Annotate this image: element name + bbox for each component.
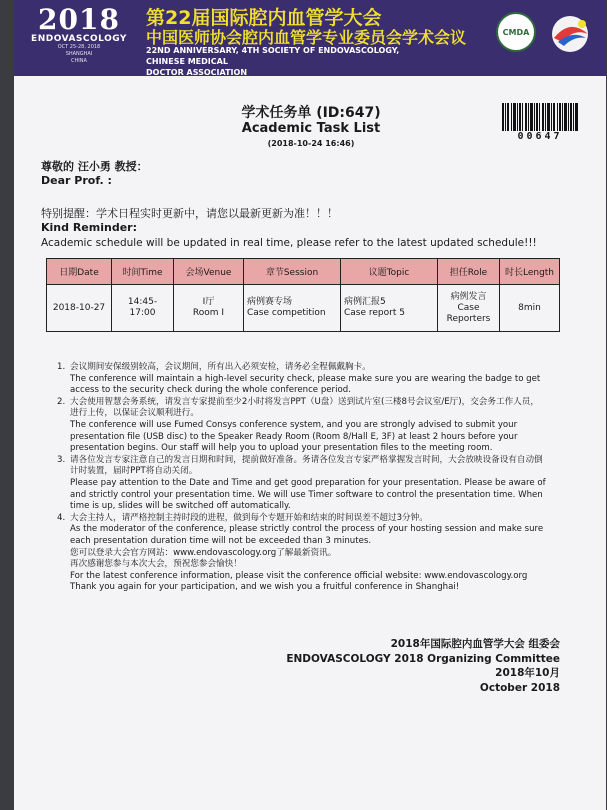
- table-header-cell: 担任Role: [438, 259, 500, 285]
- society-emblem-icon: [544, 12, 596, 56]
- note-item: 4. 大会主持人，请严格控制主持时段的进程，做到每个专题开始和结束的时间误差不超过3分钟。 As the moderator of the conference, please strictly control the process of your hosting session and make sure each presentation duration time will not be exceeded than 3 minutes.: [57, 512, 544, 546]
- barcode-icon: [502, 103, 578, 131]
- task-role: 病例发言 Case Reporters: [438, 285, 500, 332]
- conference-subtitle-cn: 中国医师协会腔内血管学专业委员会学术会议: [146, 28, 467, 47]
- notes-section: [57, 362, 577, 594]
- document-date: (2018-10-24 16:46): [267, 139, 355, 148]
- note-item: 1. 会议期间安保级别较高，会议期间，所有出入必须安检，请务必全程佩戴胸卡。 The conference will maintain a high-level security check, please make sure you are wearing the badge to get access to the security check during the whole conference period.: [57, 362, 541, 396]
- note-item: 2. 大会使用智慧会务系统，请发言专家提前至少2小时将发言PPT（U盘）送到试片室(三楼8号会议室/E厅)，交会务工作人员， 进行上传，以保证会议顺利进行。 The conference will use Fumed Consys conference system, and you are strongly advised to submit your presentation file (USB disc) to the Speaker Ready Room (Room 8/Hall E, 3F) at least 2 hours before your presentation begins. Our staff will help you to upload your presentation files to the meeting room.: [57, 396, 539, 454]
- task-date: 2018-10-27: [47, 285, 112, 332]
- table-header-cell: 时长Length: [500, 259, 560, 285]
- task-topic: 病例汇报5 Case report 5: [341, 285, 438, 332]
- task-length: 8min: [500, 285, 560, 332]
- task-list-document: [14, 0, 606, 810]
- task-session: 病例赛专场 Case competition: [244, 285, 341, 332]
- table-header-cell: 会场Venue: [174, 259, 244, 285]
- document-title-en: Academic Task List: [241, 121, 381, 136]
- closing-text: 您可以登录大会官方网站：www.endovascology.org了解最新资讯。 再次感谢您参与本次大会，预祝您参会愉快！ For the latest conference information, please visit the conference official website: www.endovascology.org Thank you again for your participation, and we wish you a fruitful conference in Shanghai!: [70, 547, 528, 593]
- task-time: 14:45-17:00: [112, 285, 174, 332]
- conference-title-cn: 第22届国际腔内血管学大会: [146, 7, 382, 29]
- organizing-committee-signature: 2018年国际腔内血管学大会 组委会 ENDOVASCOLOGY 2018 Organizing Committee 2018年10月 October 2018: [286, 638, 560, 694]
- note-item: 3. 请各位发言专家注意自己的发言日期和时间，提前做好准备。务请各位发言专家严格掌握发言时间，大会放映设备设有自动倒 计时装置，届时PPT将自动关闭。 Please pay attention to the Date and Time and get good preparation for your presentation. Please be aware of and strictly control your presentation time. We will use Timer software to control the presentation time. When time is up, slides will be switched off automatically.: [57, 454, 546, 512]
- document-title-cn: 学术任务单 (ID:647): [241, 105, 381, 121]
- reminder-heading: Kind Reminder:: [41, 221, 137, 234]
- academic-task-table: [46, 258, 560, 332]
- conference-title-en: 22ND ANNIVERSARY, 4TH SOCIETY OF ENDOVASCOLOGY, CHINESE MEDICAL DOCTOR ASSOCIATION: [146, 46, 400, 77]
- table-header-row: [47, 259, 560, 285]
- table-header-cell: 章节Session: [244, 259, 341, 285]
- task-venue: I厅 Room I: [174, 285, 244, 332]
- conference-header-banner: [14, 0, 606, 76]
- cmda-badge-icon: CMDA: [496, 12, 536, 52]
- reminder-body: Academic schedule will be updated in real time, please refer to the latest updated schedule!!!: [41, 237, 537, 249]
- table-header-cell: 时间Time: [112, 259, 174, 285]
- endovascology-logo: 2018 ENDOVASCOLOGY OCT 25-28, 2018 SHANGHAI CHINA: [31, 3, 127, 64]
- table-header-cell: 议题Topic: [341, 259, 438, 285]
- table-row: [47, 285, 560, 332]
- table-header-cell: 日期Date: [47, 259, 112, 285]
- greeting-cn: 尊敬的 汪小勇 教授：: [41, 160, 148, 173]
- greeting-en: Dear Prof. :: [41, 174, 112, 187]
- reminder-cn: 特别提醒：学术日程实时更新中，请您以最新更新为准！！！: [41, 207, 338, 220]
- barcode-number: 00647: [517, 131, 563, 142]
